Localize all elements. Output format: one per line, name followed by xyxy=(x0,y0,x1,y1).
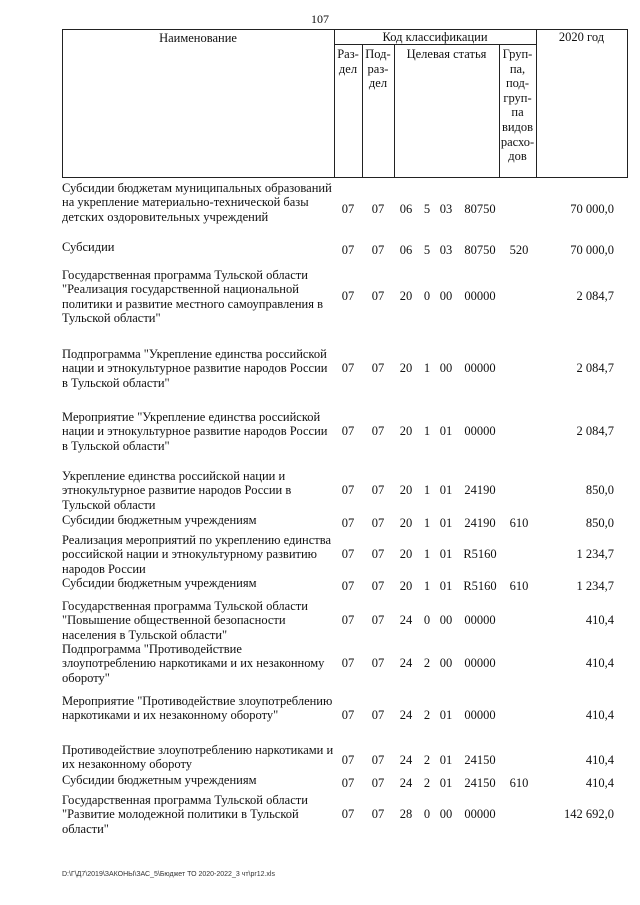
row-code-t1: 20 xyxy=(399,424,413,438)
row-code-t3: 00 xyxy=(439,656,453,670)
row-code-p: 07 xyxy=(371,753,385,767)
header-target: Целевая статья xyxy=(406,47,487,61)
row-code-t1: 24 xyxy=(399,776,413,790)
row-code-t1: 20 xyxy=(399,516,413,530)
row-code-t1: 24 xyxy=(399,656,413,670)
row-name: Реализация мероприятий по укреплению единства российской нации и этнокультурному развитию народов России xyxy=(62,533,332,576)
row-name: Государственная программа Тульской области "Развитие молодежной политики в Тульской области" xyxy=(62,793,308,836)
row-name: Мероприятие "Укрепление единства российской нации и этнокультурное развитие народов России в Тульской области" xyxy=(62,410,328,453)
row-code-r: 07 xyxy=(341,483,355,497)
row-code-p: 07 xyxy=(371,289,385,303)
row-code-t1: 20 xyxy=(399,579,413,593)
row-code-t2: 0 xyxy=(423,289,431,303)
row-code-r: 07 xyxy=(341,776,355,790)
row-code-t4: 00000 xyxy=(464,361,496,375)
row-code-t1: 20 xyxy=(399,289,413,303)
row-code-r: 07 xyxy=(341,656,355,670)
row-code-g: 520 xyxy=(509,243,529,257)
row-code-g: 610 xyxy=(509,516,529,530)
row-code-t4: 24190 xyxy=(464,516,496,530)
row-code-p: 07 xyxy=(371,483,385,497)
header-name: Наименование xyxy=(159,31,237,45)
row-code-t2: 1 xyxy=(423,579,431,593)
row-value: 70 000,0 xyxy=(570,202,614,216)
row-code-t2: 1 xyxy=(423,516,431,530)
row-code-r: 07 xyxy=(341,547,355,561)
row-name: Государственная программа Тульской области "Повышение общественной безопасности населения в Тульской области" xyxy=(62,599,308,642)
row-name: Укрепление единства российской нации и этнокультурное развитие народов России в Тульской области xyxy=(62,469,292,512)
header-code: Код классификации xyxy=(382,30,488,44)
row-value: 410,4 xyxy=(585,776,614,790)
row-code-t3: 01 xyxy=(439,708,453,722)
row-name: Государственная программа Тульской области "Реализация государственной национальной политики и развитие местного самоуправления в Тульской области" xyxy=(62,268,323,326)
row-value: 2 084,7 xyxy=(576,289,614,303)
row-code-t4: 00000 xyxy=(464,613,496,627)
row-code-t2: 1 xyxy=(423,424,431,438)
row-name: Подпрограмма "Противодействие злоупотреблению наркотиками и их незаконному обороту" xyxy=(62,642,325,685)
row-code-t1: 20 xyxy=(399,547,413,561)
row-name: Мероприятие "Противодействие злоупотреблению наркотиками и их незаконному обороту" xyxy=(62,694,333,723)
row-code-g: 610 xyxy=(509,579,529,593)
row-code-t4: 00000 xyxy=(464,807,496,821)
row-value: 410,4 xyxy=(585,613,614,627)
row-code-t3: 01 xyxy=(439,753,453,767)
row-code-t3: 01 xyxy=(439,516,453,530)
row-code-t3: 01 xyxy=(439,424,453,438)
row-code-p: 07 xyxy=(371,243,385,257)
row-code-t1: 06 xyxy=(399,243,413,257)
row-code-r: 07 xyxy=(341,289,355,303)
row-code-g: 610 xyxy=(509,776,529,790)
row-code-p: 07 xyxy=(371,708,385,722)
row-code-t3: 00 xyxy=(439,361,453,375)
row-code-t4: 24190 xyxy=(464,483,496,497)
page-number: 107 xyxy=(311,12,329,26)
row-code-t1: 24 xyxy=(399,708,413,722)
row-code-t1: 20 xyxy=(399,361,413,375)
file-path-footer: D:\Г\Д7\2019\ЗАКОНЫ\ЗАС_5\Бюджет ТО 2020-2022_3 чт\pr12.xls xyxy=(62,871,275,878)
row-code-p: 07 xyxy=(371,579,385,593)
row-code-t4: 24150 xyxy=(464,776,496,790)
row-code-r: 07 xyxy=(341,613,355,627)
row-value: 850,0 xyxy=(585,516,614,530)
row-code-t1: 28 xyxy=(399,807,413,821)
header-razdel: Раз- дел xyxy=(337,47,359,76)
row-code-t1: 24 xyxy=(399,613,413,627)
row-code-t2: 5 xyxy=(423,202,431,216)
row-code-t3: 01 xyxy=(439,776,453,790)
row-code-t3: 03 xyxy=(439,202,453,216)
header-group: Груп- па, под- груп- па видов расхо- дов xyxy=(500,47,535,164)
row-code-p: 07 xyxy=(371,547,385,561)
row-code-t4: 80750 xyxy=(464,243,496,257)
row-code-t2: 2 xyxy=(423,776,431,790)
row-code-t3: 00 xyxy=(439,613,453,627)
row-value: 2 084,7 xyxy=(576,361,614,375)
row-value: 1 234,7 xyxy=(576,579,614,593)
row-code-t4: R5160 xyxy=(463,547,497,561)
row-code-p: 07 xyxy=(371,613,385,627)
row-code-t3: 00 xyxy=(439,289,453,303)
row-value: 410,4 xyxy=(585,753,614,767)
row-code-t3: 01 xyxy=(439,483,453,497)
row-name: Субсидии бюджетам муниципальных образований на укрепление материально-технической базы детских оздоровительных учреждений xyxy=(62,181,332,224)
header-podrazdel: Под- раз- дел xyxy=(365,47,391,90)
row-code-t2: 0 xyxy=(423,613,431,627)
header-year: 2020 год xyxy=(558,30,605,44)
row-name: Субсидии бюджетным учреждениям xyxy=(62,513,257,527)
row-code-t4: R5160 xyxy=(463,579,497,593)
row-code-r: 07 xyxy=(341,361,355,375)
row-code-r: 07 xyxy=(341,579,355,593)
row-code-t2: 2 xyxy=(423,656,431,670)
row-code-t4: 80750 xyxy=(464,202,496,216)
row-name: Подпрограмма "Укрепление единства российской нации и этнокультурное развитие народов России в Тульской области" xyxy=(62,347,328,390)
row-code-t4: 00000 xyxy=(464,708,496,722)
row-code-t3: 03 xyxy=(439,243,453,257)
row-code-r: 07 xyxy=(341,516,355,530)
row-code-t2: 5 xyxy=(423,243,431,257)
row-code-r: 07 xyxy=(341,243,355,257)
row-code-t2: 0 xyxy=(423,807,431,821)
row-code-p: 07 xyxy=(371,656,385,670)
row-code-t2: 1 xyxy=(423,547,431,561)
row-code-t4: 00000 xyxy=(464,656,496,670)
row-code-r: 07 xyxy=(341,807,355,821)
row-code-r: 07 xyxy=(341,708,355,722)
row-value: 70 000,0 xyxy=(570,243,614,257)
row-code-t4: 00000 xyxy=(464,424,496,438)
row-value: 142 692,0 xyxy=(564,807,614,821)
row-code-t4: 24150 xyxy=(464,753,496,767)
row-value: 410,4 xyxy=(585,708,614,722)
row-code-t1: 24 xyxy=(399,753,413,767)
row-value: 2 084,7 xyxy=(576,424,614,438)
row-code-r: 07 xyxy=(341,424,355,438)
row-code-p: 07 xyxy=(371,424,385,438)
row-code-t1: 06 xyxy=(399,202,413,216)
row-name: Субсидии бюджетным учреждениям xyxy=(62,773,257,787)
row-name: Субсидии бюджетным учреждениям xyxy=(62,576,257,590)
row-code-p: 07 xyxy=(371,776,385,790)
row-code-t4: 00000 xyxy=(464,289,496,303)
row-code-t2: 1 xyxy=(423,361,431,375)
row-code-p: 07 xyxy=(371,807,385,821)
row-code-t2: 1 xyxy=(423,483,431,497)
row-code-p: 07 xyxy=(371,202,385,216)
row-code-r: 07 xyxy=(341,753,355,767)
row-code-t2: 2 xyxy=(423,708,431,722)
row-name: Противодействие злоупотреблению наркотиками и их незаконному обороту xyxy=(62,743,334,772)
row-code-t1: 20 xyxy=(399,483,413,497)
row-value: 410,4 xyxy=(585,656,614,670)
row-code-t3: 00 xyxy=(439,807,453,821)
row-code-r: 07 xyxy=(341,202,355,216)
row-code-t3: 01 xyxy=(439,579,453,593)
row-code-t2: 2 xyxy=(423,753,431,767)
row-code-p: 07 xyxy=(371,516,385,530)
row-value: 850,0 xyxy=(585,483,614,497)
row-name: Субсидии xyxy=(62,240,115,254)
row-code-p: 07 xyxy=(371,361,385,375)
row-code-t3: 01 xyxy=(439,547,453,561)
row-value: 1 234,7 xyxy=(576,547,614,561)
